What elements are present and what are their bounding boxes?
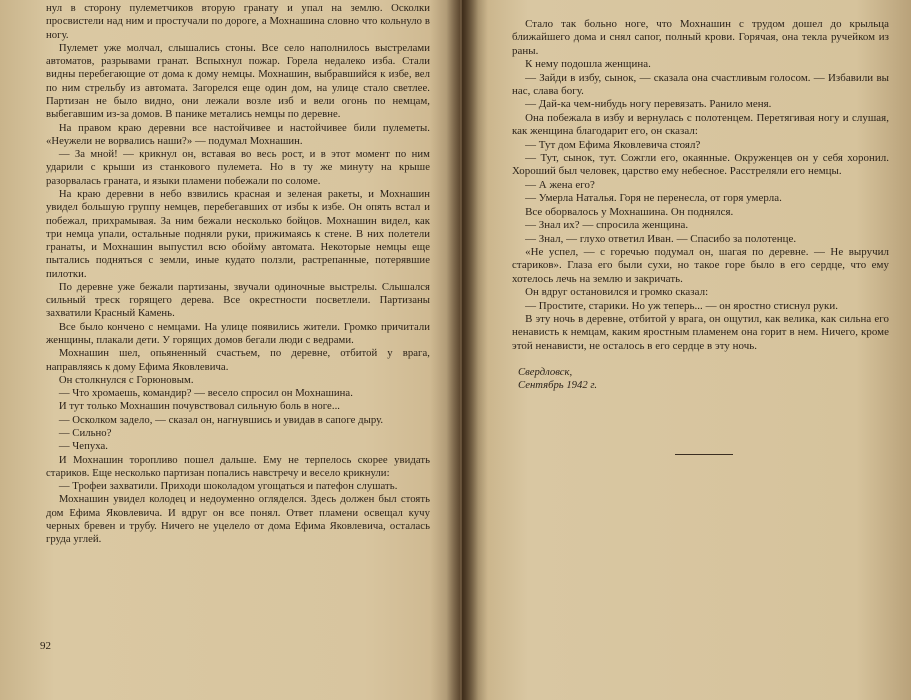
paragraph: — Тут дом Ефима Яковлевича стоял?: [525, 138, 701, 151]
paragraph: Пулемет уже молчал, слышались стоны. Все село наполнилось выстрелами автоматов, разрывами гранат. Вспыхнул пожар. Горела недалеко изба. Стали видны перебегающие от дома к дому немцы. Мохнашин, выбравшийся к избе, вел по ним стрельбу из автомата. Загорелся еще один дом, на улице стало светлее. Партизан не было видно, они лежали возле изб и вели огонь по немцам, выбегавшим из-за домов. В панике метались немцы по деревне.: [46, 41, 430, 121]
paragraph: Он столкнулся с Горюновым.: [58, 373, 194, 386]
paragraph: — Знал, — глухо ответил Иван. — Спасибо за полотенце.: [525, 232, 797, 245]
signature-date: Сентябрь 1942 г.: [518, 379, 598, 392]
paragraph: «Не успел, — с горечью подумал он, шагая по деревне. — Не выручил стариков». Глаза его были сухи, но такое горе было в его сердце, что ему хотелось лечь на землю и закричать.: [512, 245, 889, 285]
paragraph: — Зайди в избу, сынок, — сказала она счастливым голосом. — Избавили вы нас, слава богу.: [512, 71, 889, 98]
paragraph: Все было кончено с немцами. На улице появились жители. Громко причитали женщины, плакали дети. У горящих домов бегали люди с ведрами.: [46, 320, 430, 347]
paragraph: нул в сторону пулеметчиков вторую гранату и упал на землю. Осколки просвистели над ним и простучали по дороге, а Мохнашина словно что кольнуло в ногу.: [46, 2, 430, 41]
paragraph: — Умерла Наталья. Горя не перенесла, от горя умерла.: [525, 192, 782, 205]
paragraph: В эту ночь в деревне, отбитой у врага, он ощутил, как велика, как сильна его ненависть к немцам, каким яростным пламенем она горит в нем. Ничего, кроме этой ненависти, не осталось в его сердце в эту ночь.: [512, 312, 889, 352]
paragraph: — Знал их? — спросила женщина.: [525, 219, 689, 232]
paragraph: — Дай-ка чем-нибудь ногу перевязать. Ранило меня.: [525, 98, 772, 111]
signature-place: Свердловск,: [518, 366, 573, 379]
paragraph: — Сильно?: [58, 427, 112, 439]
page-number: 92: [40, 640, 51, 652]
paragraph: — А жена его?: [525, 178, 595, 191]
paragraph: Мохнашин увидел колодец и недоуменно огляделся. Здесь должен был стоять дом Ефима Яковлевича. И вдруг он все понял. Ответ пламени освещал кучу черных бревен и трубу. Ничего не уцелело от дома Ефима Яковлевича, осталась груда углей.: [46, 493, 430, 546]
paragraph: Она побежала в избу и вернулась с полотенцем. Перетягивая ногу и слушая, как женщина благодарит его, он сказал:: [512, 111, 889, 138]
paragraph: — Тут, сынок, тут. Сожгли его, окаянные. Окруженцев он у себя хоронил. Хороший был человек, царство ему небесное. Расстреляли его немцы.: [512, 152, 889, 178]
paragraph: — Что хромаешь, командир? — весело спросил он Мохнашина.: [58, 387, 353, 400]
paragraph: Все оборвалось у Мохнашина. Он поднялся.: [525, 205, 734, 218]
paragraph: — Трофеи захватили. Приходи шоколадом угощаться и патефон слушать.: [58, 480, 398, 493]
paragraph: По деревне уже бежали партизаны, звучали одиночные выстрелы. Слышался сильный треск горящего дерева. Все окрестности посветлели. Партизаны захватили Красный Камень.: [46, 280, 430, 320]
paragraph: Он вдруг остановился и громко сказал:: [525, 286, 709, 299]
end-divider: [675, 454, 733, 455]
left-page-text: [46, 2, 430, 547]
paragraph: — Простите, старики. Но уж теперь... — он яростно стиснул руки.: [525, 299, 839, 312]
paragraph: К нему подошла женщина.: [525, 58, 651, 71]
paragraph: И тут только Мохнашин почувствовал сильную боль в ноге...: [58, 400, 341, 413]
paragraph: И Мохнашин торопливо пошел дальше. Ему не терпелось скорее увидать стариков. Еще несколько партизан попались навстречу и весело крикнули:: [46, 453, 430, 479]
paragraph: Мохнашин шел, опьяненный счастьем, по деревне, отбитой у врага, направляясь к дому Ефима Яковлевича.: [46, 347, 430, 373]
right-page-text: [512, 18, 889, 353]
paragraph: Стало так больно ноге, что Мохнашин с трудом дошел до крыльца ближайшего дома и снял сапог, полный крови. Горячая, она текла ручейком из раны.: [512, 18, 889, 57]
paragraph: На краю деревни в небо взвились красная и зеленая ракеты, и Мохнашин увидел большую группу немцев, перебегавших от избы к избе. Он опять встал и побежал, прихрамывая. За ним бежали несколько бойцов. Мохнашин видел, как три немца упали, остальные подняли руки, прижимаясь к стене. В них полетели гранаты, и Мохнашин выпустил всю обойму автомата. Некоторые немцы еще пытались подняться с земли, иные кудато ползли, растрепанные, потерявшие пилотки.: [46, 187, 430, 280]
paragraph: — Чепуха.: [58, 440, 109, 453]
paragraph: — Осколком задело, — сказал он, нагнувшись и увидав в сапоге дыру.: [58, 413, 384, 426]
signature: [512, 366, 889, 392]
paragraph: На правом краю деревни все настойчивее и настойчивее били пулеметы. «Неужели не ворвались наши?» — подумал Мохнашин.: [46, 121, 430, 147]
paragraph: — За мной! — крикнул он, вставая во весь рост, и в этот момент по ним ударили с крыши из станкового пулемета. Но в ту же минуту на крыше разорвалась граната, и языки пламени побежали по соломе.: [46, 148, 430, 187]
right-page: [470, 0, 911, 700]
